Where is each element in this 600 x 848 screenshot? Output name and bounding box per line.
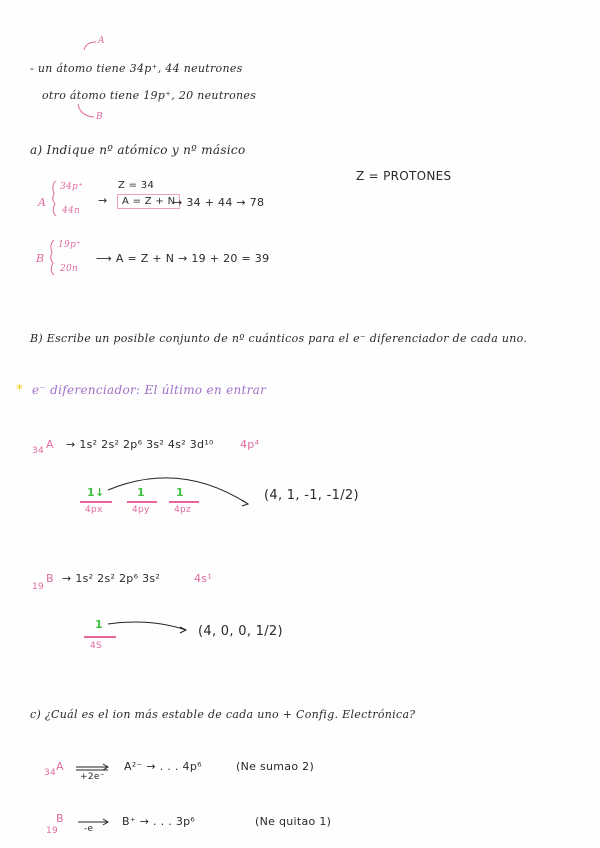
part-c-a-note: (Ne sumao 2) (236, 760, 315, 773)
part-a-a-protons: 34p⁺ (60, 182, 84, 192)
part-c-b-note: (Ne quitao 1) (255, 815, 332, 828)
arrow-to-a-icon (84, 42, 96, 50)
part-c-a-step: +2e⁻ (80, 772, 105, 782)
part-b-b-quantum-numbers: (4, 0, 0, 1/2) (198, 624, 283, 639)
curved-arrow-b-head (180, 627, 186, 633)
z-protones-note: Z = PROTONES (356, 169, 452, 183)
orbital-4px-arrows: 1↓ (87, 486, 105, 499)
part-b-heading: B) Escribe un posible conjunto de nº cuánticos para el e⁻ diferenciador de cada uno. (30, 332, 528, 345)
part-a-heading: a) Indique nº atómico y nº másico (30, 143, 246, 157)
orbital-4py-arrows: 1 (137, 486, 145, 499)
part-c-b-sym: B (56, 812, 64, 825)
curved-arrow-b-icon (108, 622, 186, 630)
part-a-a-formula: A = Z + N (117, 194, 180, 209)
part-b-a-config: → 1s² 2s² 2p⁶ 3s² 4s² 3d¹⁰ (66, 438, 214, 451)
orbital-4s-arrows: 1 (95, 618, 103, 631)
part-c-heading: c) ¿Cuál es el ion más estable de cada uno + Config. Electrónica? (30, 708, 416, 721)
orbital-4pz-arrows: 1 (176, 486, 184, 499)
label-a-marker: A (98, 36, 105, 46)
orbital-4pz-label: 4pz (174, 505, 192, 515)
part-a-b-protons: 19p⁺ (58, 240, 82, 250)
curved-arrow-a-head (242, 500, 248, 506)
intro-line-2: otro átomo tiene 19p⁺, 20 neutrones (42, 89, 257, 102)
part-c-a-ion: A²⁻ → . . . 4p⁶ (124, 760, 202, 773)
part-b-a-sym: A (46, 438, 54, 451)
part-b-a-last: 4p⁴ (240, 438, 260, 451)
orbital-4px-label: 4px (85, 505, 103, 515)
brace-b-icon (51, 240, 54, 275)
part-b-b-z: 19 (32, 582, 45, 592)
part-b-a-quantum-numbers: (4, 1, -1, -1/2) (264, 488, 359, 503)
part-b-b-last: 4s¹ (194, 572, 213, 585)
part-a-b-calc: ⟶ A = Z + N → 19 + 20 = 39 (96, 252, 270, 265)
arrow-to-b-icon (78, 104, 94, 117)
part-b-b-config: → 1s² 2s² 2p⁶ 3s² (62, 572, 161, 585)
star-icon: * (16, 382, 24, 398)
reaction-arrow-a-head (103, 764, 108, 770)
part-a-a-z: Z = 34 (118, 180, 155, 191)
part-a-a-neutrons: 44n (62, 206, 81, 216)
part-c-a-sym: A (56, 760, 64, 773)
part-c-a-z: 34 (44, 768, 57, 778)
part-b-b-sym: B (46, 572, 54, 585)
part-a-a-calc: → 34 + 44 → 78 (173, 196, 265, 209)
part-a-a-arrow: → (98, 194, 108, 207)
part-b-a-z: 34 (32, 446, 45, 456)
part-a-b-neutrons: 20n (60, 264, 79, 274)
part-a-b-label: B (36, 252, 45, 265)
orbital-4s-label: 4S (90, 641, 103, 651)
label-b-marker: B (96, 112, 103, 122)
orbital-4py-label: 4py (132, 505, 150, 515)
diferenciador-note: e⁻ diferenciador: El último en entrar (32, 383, 267, 397)
reaction-arrow-b-head (103, 819, 108, 825)
brace-a-icon (53, 181, 56, 216)
part-a-a-label: A (38, 196, 47, 209)
intro-line-1: - un átomo tiene 34p⁺, 44 neutrones (30, 62, 243, 75)
part-c-b-z: 19 (46, 826, 59, 836)
part-c-b-step: -e (84, 824, 94, 834)
part-c-b-ion: B⁺ → . . . 3p⁶ (122, 815, 196, 828)
